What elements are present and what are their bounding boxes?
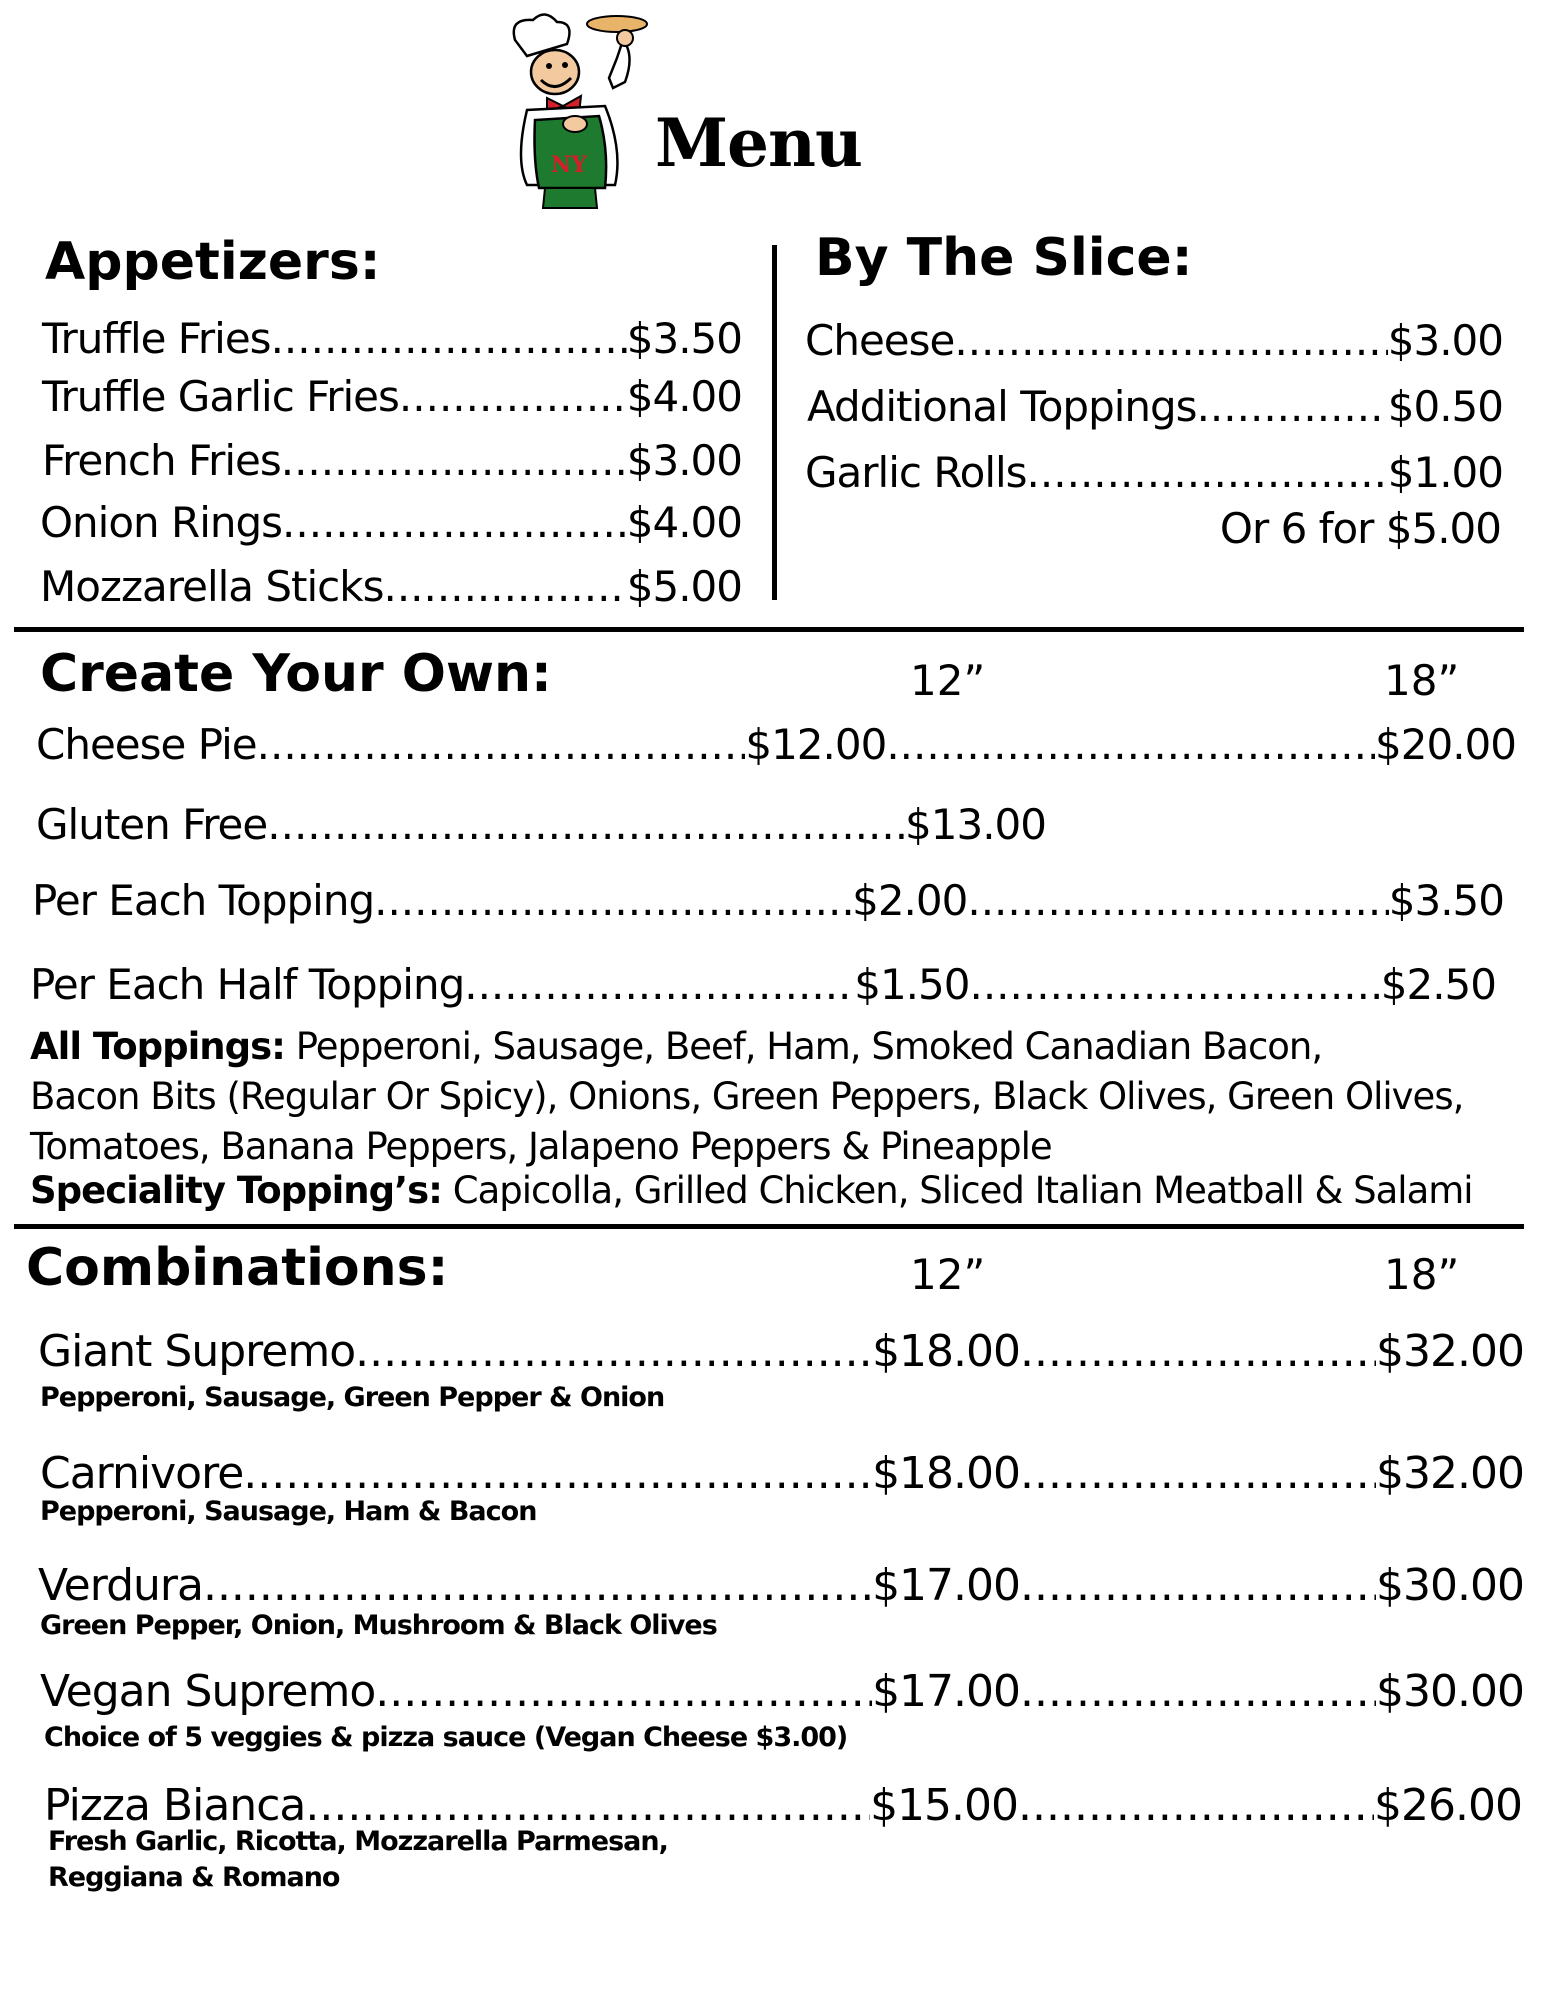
item-description: Green Pepper, Onion, Mushroom & Black Olives <box>40 1610 717 1641</box>
size-18-label: 18” <box>1384 1250 1460 1299</box>
leader-dots <box>1197 382 1388 431</box>
all-toppings-text: Pepperoni, Sausage, Beef, Ham, Smoked Canadian Bacon, <box>284 1025 1323 1068</box>
item-name: Mozzarella Sticks <box>40 562 384 611</box>
item-name: Carnivore <box>40 1448 244 1499</box>
item-price-18: $2.50 <box>1380 960 1496 1009</box>
list-item <box>36 720 1516 769</box>
logo-text: NY <box>551 152 587 178</box>
leader-dots <box>1020 1560 1376 1611</box>
item-price-18: $20.00 <box>1375 720 1516 769</box>
leader-dots <box>886 720 1375 769</box>
item-name: Giant Supremo <box>38 1326 356 1377</box>
item-name: Cheese <box>805 316 955 365</box>
leader-dots <box>281 436 627 485</box>
leader-dots <box>1027 448 1388 497</box>
item-price-12: $2.00 <box>852 876 968 925</box>
leader-dots <box>257 720 746 769</box>
all-toppings-line: Bacon Bits (Regular Or Spicy), Onions, Green Peppers, Black Olives, Green Olives, <box>30 1075 1464 1118</box>
list-item <box>42 314 742 363</box>
list-item <box>42 372 742 421</box>
by-the-slice-heading: By The Slice: <box>815 228 1193 288</box>
page-title: Menu <box>655 104 863 182</box>
toppings-list <box>30 1022 1473 1216</box>
item-name: Per Each Topping <box>32 876 375 925</box>
speciality-toppings-line <box>30 1166 1473 1216</box>
leader-dots <box>1020 1666 1376 1717</box>
speciality-text: Capicolla, Grilled Chicken, Sliced Italian Meatball & Salami <box>441 1169 1473 1212</box>
leader-dots <box>282 498 627 547</box>
item-price-12: $1.50 <box>854 960 970 1009</box>
leader-dots <box>464 960 854 1009</box>
leader-dots <box>305 1780 870 1831</box>
all-toppings-label: All Toppings: <box>30 1025 285 1068</box>
all-toppings-line: Tomatoes, Banana Peppers, Jalapeno Peppers & Pineapple <box>30 1125 1052 1168</box>
item-price: $4.00 <box>626 498 742 547</box>
garlic-rolls-note: Or 6 for $5.00 <box>1219 504 1501 553</box>
item-price-18: $3.50 <box>1388 876 1504 925</box>
item-description: Reggiana & Romano <box>48 1862 340 1893</box>
item-price-12: $12.00 <box>745 720 887 769</box>
leader-dots <box>954 316 1387 365</box>
item-price-18: $30.00 <box>1376 1560 1524 1611</box>
item-name: Truffle Garlic Fries <box>42 372 399 421</box>
leader-dots <box>243 1448 872 1499</box>
appetizers-heading: Appetizers: <box>45 232 381 292</box>
item-price: $5.00 <box>626 562 742 611</box>
leader-dots <box>271 314 627 363</box>
size-18-label: 18” <box>1384 656 1460 705</box>
all-toppings-line <box>30 1022 1473 1072</box>
leader-dots <box>203 1560 872 1611</box>
item-price-18: $32.00 <box>1376 1448 1524 1499</box>
item-price: $3.00 <box>1387 316 1503 365</box>
item-name: Cheese Pie <box>36 720 257 769</box>
item-description: Fresh Garlic, Ricotta, Mozzarella Parmesan, <box>48 1826 668 1857</box>
item-price-12: $18.00 <box>872 1326 1021 1377</box>
item-name: Per Each Half Topping <box>30 960 465 1009</box>
column-divider <box>772 245 777 600</box>
item-name: Garlic Rolls <box>805 448 1027 497</box>
list-item <box>36 800 1046 849</box>
list-item <box>40 1666 1524 1717</box>
size-12-label: 12” <box>910 1250 986 1299</box>
item-price: $1.00 <box>1387 448 1503 497</box>
list-item <box>805 448 1503 497</box>
item-name: Pizza Bianca <box>44 1780 306 1831</box>
list-item <box>807 382 1503 431</box>
list-item <box>38 1326 1524 1377</box>
item-price-12: $15.00 <box>870 1780 1019 1831</box>
item-price-18: $30.00 <box>1376 1666 1524 1717</box>
list-item <box>44 1780 1522 1831</box>
list-item <box>40 1448 1524 1499</box>
item-name: Gluten Free <box>36 800 268 849</box>
item-name: Verdura <box>38 1560 203 1611</box>
item-name: Onion Rings <box>40 498 283 547</box>
section-divider <box>14 1224 1524 1229</box>
combinations-heading: Combinations: <box>26 1238 449 1298</box>
leader-dots <box>399 372 627 421</box>
item-description: Pepperoni, Sausage, Green Pepper & Onion <box>40 1382 665 1413</box>
item-name: French Fries <box>42 436 281 485</box>
item-name: Truffle Fries <box>42 314 271 363</box>
leader-dots <box>1020 1326 1376 1377</box>
leader-dots <box>267 800 905 849</box>
item-name: Vegan Supremo <box>40 1666 376 1717</box>
section-divider <box>14 627 1524 632</box>
list-item <box>40 498 742 547</box>
item-price-18: $32.00 <box>1376 1326 1524 1377</box>
leader-dots <box>967 876 1388 925</box>
item-price-12: $18.00 <box>872 1448 1021 1499</box>
item-price-12: $17.00 <box>872 1666 1021 1717</box>
leader-dots <box>374 876 852 925</box>
item-price: $4.00 <box>626 372 742 421</box>
item-name: Additional Toppings <box>807 382 1197 431</box>
item-price: $3.50 <box>626 314 742 363</box>
leader-dots <box>1020 1448 1376 1499</box>
item-price: $0.50 <box>1387 382 1503 431</box>
list-item <box>42 436 742 485</box>
leader-dots <box>383 562 626 611</box>
item-price-18: $26.00 <box>1374 1780 1522 1831</box>
leader-dots <box>1018 1780 1374 1831</box>
item-price-12: $13.00 <box>905 800 1046 849</box>
list-item <box>32 876 1504 925</box>
item-price: $3.00 <box>626 436 742 485</box>
size-12-label: 12” <box>910 656 986 705</box>
list-item <box>30 960 1496 1009</box>
speciality-label: Speciality Topping’s: <box>30 1169 442 1212</box>
list-item <box>40 562 742 611</box>
item-description: Choice of 5 veggies & pizza sauce (Vegan Cheese $3.00) <box>44 1722 848 1753</box>
list-item <box>805 316 1503 365</box>
create-your-own-heading: Create Your Own: <box>40 644 552 704</box>
list-item <box>38 1560 1524 1611</box>
leader-dots <box>355 1326 872 1377</box>
leader-dots <box>969 960 1380 1009</box>
leader-dots <box>375 1666 872 1717</box>
item-price-12: $17.00 <box>872 1560 1021 1611</box>
item-description: Pepperoni, Sausage, Ham & Bacon <box>40 1496 537 1527</box>
